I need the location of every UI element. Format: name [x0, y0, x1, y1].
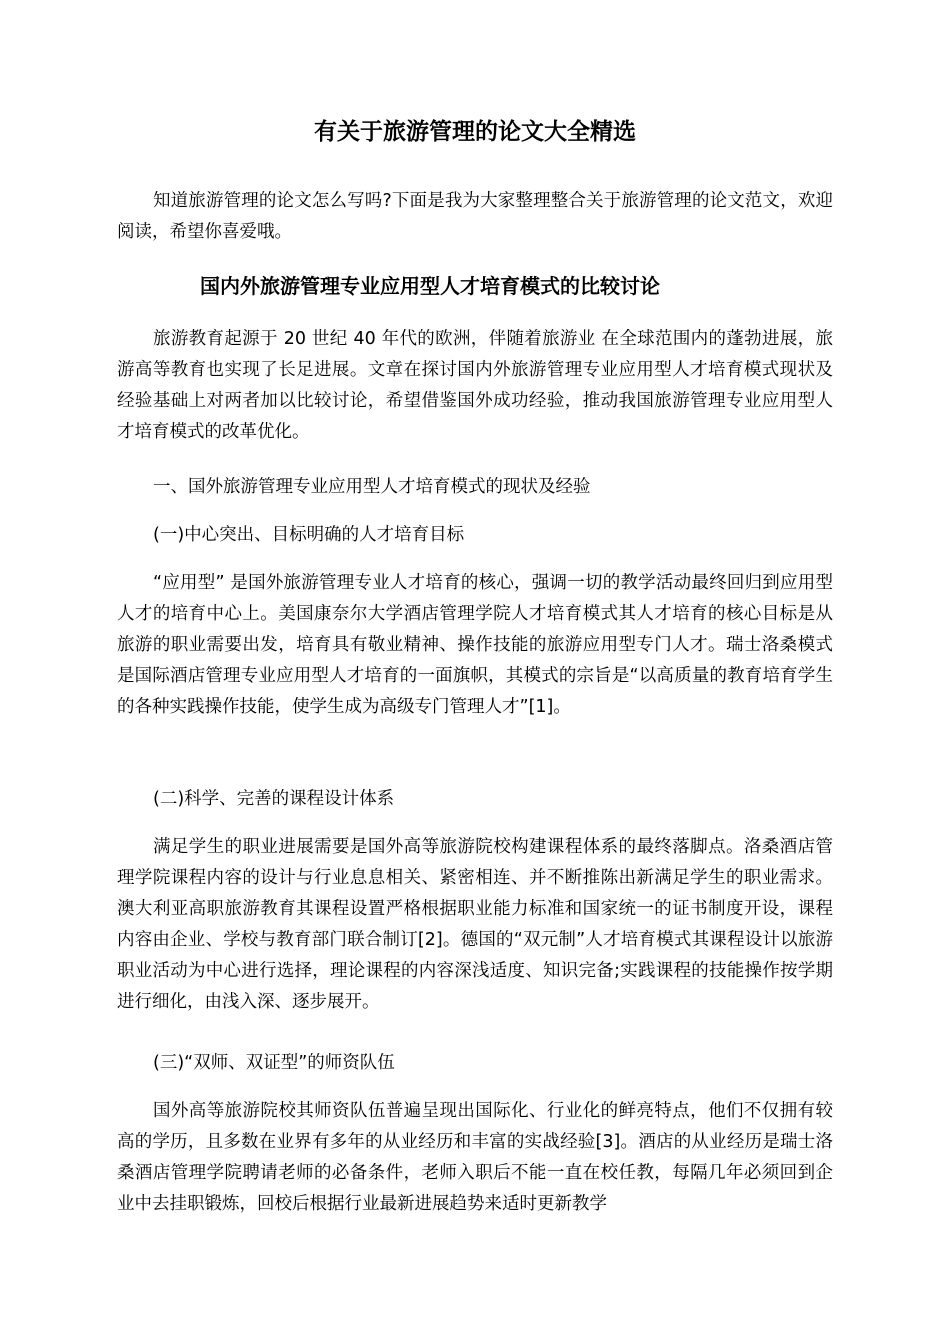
subsection3-heading: (三)“双师、双证型”的师资队伍	[153, 1053, 395, 1073]
section-title: 国内外旅游管理专业应用型人才培育模式的比较讨论	[200, 274, 660, 298]
intro-paragraph: 知道旅游管理的论文怎么写吗?下面是我为大家整理整合关于旅游管理的论文范文，欢迎阅读，希望你喜爱哦。	[117, 191, 833, 242]
subsection3-paragraph: 国外高等旅游院校其师资队伍普遍呈现出国际化、行业化的鲜亮特点，他们不仅拥有较高的学历，且多数在业界有多年的从业经历和丰富的实战经验[3]。酒店的从业经历是瑞士洛桑酒店管理学院聘请老师的必备条件，老师入职后不能一直在校任教，每隔几年必须回到企业中去挂职锻炼，回校后根据行业最新进展趋势来适时更新教学	[117, 1101, 833, 1214]
subsection1-heading: (一)中心突出、目标明确的人才培育目标	[153, 525, 465, 545]
abstract-paragraph: 旅游教育起源于 20 世纪 40 年代的欧洲，伴随着旅游业 在全球范围内的蓬勃进展，旅游高等教育也实现了长足进展。文章在探讨国内外旅游管理专业应用型人才培育模式现状及经验基础上对两者加以比较讨论，希望借鉴国外成功经验，推动我国旅游管理专业应用型人才培育模式的改革优化。	[117, 329, 833, 442]
subsection2-heading: (二)科学、完善的课程设计体系	[153, 789, 395, 809]
subsection1-paragraph: “应用型” 是国外旅游管理专业人才培育的核心，强调一切的教学活动最终回归到应用型人才的培育中心上。美国康奈尔大学酒店管理学院人才培育模式其人才培育的核心目标是从旅游的职业需要出发，培育具有敬业精神、操作技能的旅游应用型专门人才。瑞士洛桑模式是国际酒店管理专业应用型人才培育的一面旗帜，其模式的宗旨是“以高质量的教育培育学生的各种实践操作技能，使学生成为高级专门管理人才”[1]。	[117, 573, 833, 717]
part1-heading: 一、国外旅游管理专业应用型人才培育模式的现状及经验	[153, 477, 591, 497]
document-title: 有关于旅游管理的论文大全精选	[314, 119, 636, 145]
subsection2-paragraph: 满足学生的职业进展需要是国外高等旅游院校构建课程体系的最终落脚点。洛桑酒店管理学院课程内容的设计与行业息息相关、紧密相连、并不断推陈出新满足学生的职业需求。澳大利亚高职旅游教育其课程设置严格根据职业能力标准和国家统一的证书制度开设，课程内容由企业、学校与教育部门联合制订[2]。德国的“双元制”人才培育模式其课程设计以旅游职业活动为中心进行选择，理论课程的内容深浅适度、知识完备;实践课程的技能操作按学期进行细化，由浅入深、逐步展开。	[117, 837, 833, 1012]
